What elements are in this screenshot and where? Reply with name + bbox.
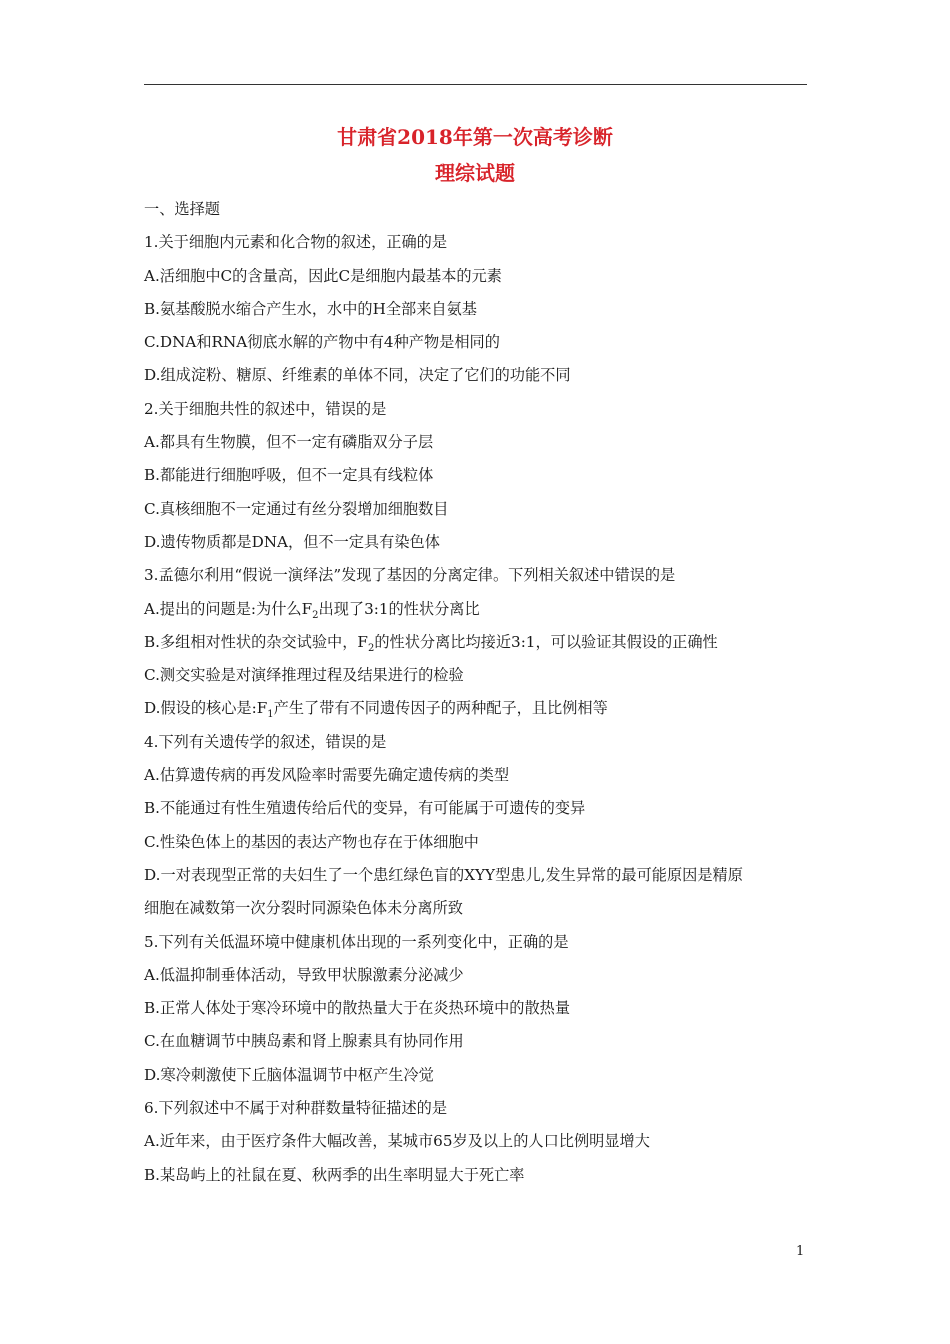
option-text: A.提出的问题是:为什么F bbox=[144, 599, 313, 618]
option: B.正常人体处于寒冷环境中的散热量大于在炎热环境中的散热量 bbox=[144, 999, 571, 1018]
option-text: B.多组相对性状的杂交试验中，F bbox=[144, 632, 368, 651]
option-text: 的性状分离比均接近3:1，可以验证其假设的正确性 bbox=[374, 632, 718, 651]
section-heading: 一、选择题 bbox=[144, 200, 220, 218]
option: B.不能通过有性生殖遗传给后代的变异，有可能属于可遗传的变异 bbox=[144, 799, 586, 818]
option: A.估算遗传病的再发风险率时需要先确定遗传病的类型 bbox=[144, 766, 510, 785]
document-title: 甘肃省2018年第一次高考诊断 bbox=[337, 125, 613, 149]
option: B.都能进行细胞呼吸，但不一定具有线粒体 bbox=[144, 466, 434, 485]
option-continuation: 细胞在减数第一次分裂时同源染色体未分离所致 bbox=[144, 899, 463, 918]
option: B.某岛屿上的社鼠在夏、秋两季的出生率明显大于死亡率 bbox=[144, 1165, 525, 1184]
document-subtitle: 理综试题 bbox=[435, 161, 515, 185]
page-number: 1 bbox=[796, 1244, 805, 1259]
option bbox=[144, 695, 812, 728]
option bbox=[144, 629, 812, 662]
question-stem: 4.下列有关遗传学的叙述，错误的是 bbox=[144, 732, 387, 751]
question-stem: 2.关于细胞共性的叙述中，错误的是 bbox=[144, 399, 387, 418]
option: A.活细胞中C的含量高，因此C是细胞内最基本的元素 bbox=[144, 266, 502, 285]
option-text: 产生了带有不同遗传因子的两种配子，且比例相等 bbox=[273, 699, 608, 718]
document-body bbox=[144, 196, 812, 1195]
option: A.低温抑制垂体活动，导致甲状腺激素分泌减少 bbox=[144, 965, 464, 984]
question-stem: 1.关于细胞内元素和化合物的叙述，正确的是 bbox=[144, 233, 448, 252]
subscript: 2 bbox=[312, 609, 319, 621]
option-text: 出现了3:1的性状分离比 bbox=[318, 599, 480, 618]
option bbox=[144, 596, 812, 629]
header-rule bbox=[144, 84, 807, 85]
question-stem: 6.下列叙述中不属于对种群数量特征描述的是 bbox=[144, 1099, 448, 1118]
question-stem: 5.下列有关低温环境中健康机体出现的一系列变化中，正确的是 bbox=[144, 932, 569, 951]
option: B.氨基酸脱水缩合产生水，水中的H全部来自氨基 bbox=[144, 299, 477, 318]
option: C.真核细胞不一定通过有丝分裂增加细胞数目 bbox=[144, 499, 449, 518]
question-stem: 3.孟德尔利用“假说一演绎法”发现了基因的分离定律。下列相关叙述中错误的是 bbox=[144, 566, 676, 585]
subscript: 2 bbox=[367, 642, 375, 654]
option: C.性染色体上的基因的表达产物也存在于体细胞中 bbox=[144, 832, 479, 851]
option: D.遗传物质都是DNA，但不一定具有染色体 bbox=[144, 532, 440, 551]
option-text: D.假设的核心是:F bbox=[144, 699, 268, 718]
option: D.一对表现型正常的夫妇生了一个患红绿色盲的XYY型患儿,发生异常的最可能原因是精原 bbox=[144, 865, 743, 884]
option: A.都具有生物膜，但不一定有磷脂双分子层 bbox=[144, 433, 434, 452]
option: D.寒冷刺激使下丘脑体温调节中枢产生冷觉 bbox=[144, 1065, 434, 1084]
option: C.DNA和RNA彻底水解的产物中有4种产物是相同的 bbox=[144, 333, 500, 352]
subscript: 1 bbox=[267, 709, 274, 721]
option: A.近年来，由于医疗条件大幅改善，某城市65岁及以上的人口比例明显增大 bbox=[144, 1132, 650, 1151]
option: D.组成淀粉、糖原、纤维素的单体不同，决定了它们的功能不同 bbox=[144, 366, 571, 385]
option: C.在血糖调节中胰岛素和肾上腺素具有协同作用 bbox=[144, 1032, 464, 1051]
option: C.测交实验是对演绎推理过程及结果进行的检验 bbox=[144, 666, 464, 685]
